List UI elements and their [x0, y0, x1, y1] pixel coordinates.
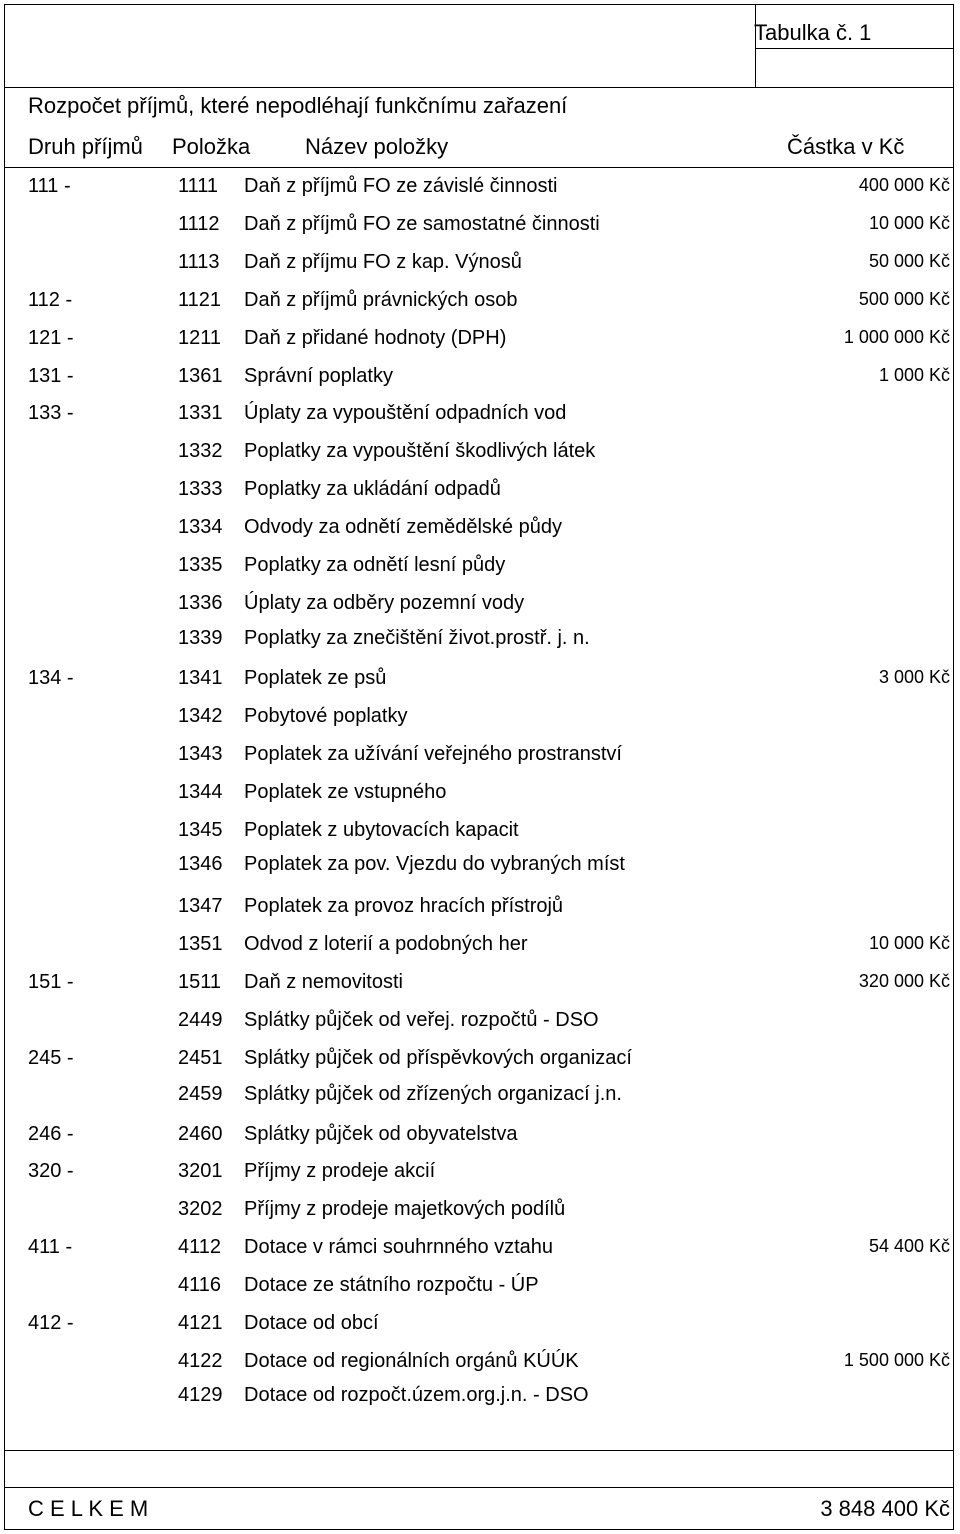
row-nazev: Splátky půjček od zřízených organizací j.n.: [244, 1083, 622, 1105]
row-druh: 320 -: [28, 1160, 74, 1182]
divider: [755, 48, 953, 49]
row-castka: 3 000 Kč: [878, 667, 950, 687]
divider: [5, 1487, 953, 1488]
row-druh: 412 -: [28, 1312, 74, 1334]
row-nazev: Odvody za odnětí zemědělské půdy: [244, 516, 562, 538]
row-castka: 10 000 Kč: [868, 933, 950, 953]
row-nazev: Splátky půjček od příspěvkových organizací: [244, 1047, 632, 1069]
row-castka: 1 000 000 Kč: [843, 327, 950, 347]
row-castka: 10 000 Kč: [868, 213, 950, 233]
row-druh: 246 -: [28, 1123, 74, 1145]
row-polozka: 1336: [178, 592, 223, 614]
row-nazev: Dotace v rámci souhrnného vztahu: [244, 1236, 554, 1258]
row-druh: 112 -: [28, 289, 73, 311]
row-castka: 54 400 Kč: [868, 1236, 950, 1256]
row-druh: 411 -: [28, 1236, 73, 1258]
row-nazev: Dotace od regionálních orgánů KÚÚK: [244, 1350, 579, 1372]
row-nazev: Poplatky za odnětí lesní půdy: [244, 554, 506, 576]
row-nazev: Poplatek za provoz hracích přístrojů: [244, 895, 564, 917]
row-nazev: Dotace ze státního rozpočtu - ÚP: [244, 1274, 539, 1296]
column-header-polozka: Položka: [172, 134, 251, 159]
row-polozka: 4129: [178, 1384, 223, 1406]
row-polozka: 1113: [178, 251, 220, 273]
row-polozka: 1345: [178, 819, 223, 841]
row-polozka: 4121: [178, 1312, 223, 1334]
row-nazev: Poplatek za pov. Vjezdu do vybraných míst: [244, 853, 625, 875]
row-nazev: Pobytové poplatky: [244, 705, 408, 727]
row-polozka: 1332: [178, 440, 223, 462]
page-title: Rozpočet příjmů, které nepodléhají funkčnímu zařazení: [28, 93, 568, 118]
row-polozka: 1344: [178, 781, 223, 803]
row-druh: 151 -: [28, 971, 74, 993]
row-nazev: Daň z příjmů FO ze samostatné činnosti: [244, 213, 600, 235]
row-druh: 133 -: [28, 402, 74, 424]
row-polozka: 2459: [178, 1083, 223, 1105]
row-nazev: Dotace od obcí: [244, 1312, 379, 1334]
divider: [5, 167, 953, 168]
row-polozka: 1334: [178, 516, 223, 538]
row-polozka: 1111: [178, 175, 219, 197]
row-polozka: 1211: [178, 327, 222, 349]
row-nazev: Poplatek z ubytovacích kapacit: [244, 819, 519, 841]
row-druh: 131 -: [28, 365, 74, 387]
row-polozka: 1339: [178, 627, 223, 649]
row-polozka: 2460: [178, 1123, 223, 1145]
row-polozka: 1121: [178, 289, 222, 311]
column-header-druh: Druh příjmů: [28, 134, 143, 159]
row-nazev: Úplaty za vypouštění odpadních vod: [244, 402, 567, 424]
row-druh: 134 -: [28, 667, 74, 689]
row-castka: 50 000 Kč: [868, 251, 950, 271]
column-header-nazev: Název položky: [305, 134, 449, 159]
row-nazev: Dotace od rozpočt.územ.org.j.n. - DSO: [244, 1384, 589, 1406]
column-divider: [755, 5, 756, 87]
divider: [5, 87, 953, 88]
row-polozka: 1331: [178, 402, 223, 424]
row-polozka: 1361: [178, 365, 223, 387]
row-polozka: 1347: [178, 895, 223, 917]
row-nazev: Daň z přidané hodnoty (DPH): [244, 327, 507, 349]
row-nazev: Daň z nemovitosti: [244, 971, 403, 993]
row-druh: 111 -: [28, 175, 71, 197]
divider: [5, 1450, 953, 1451]
row-nazev: Poplatek ze vstupného: [244, 781, 447, 803]
row-polozka: 2451: [178, 1047, 223, 1069]
row-polozka: 4112: [178, 1236, 222, 1258]
row-nazev: Příjmy z prodeje akcií: [244, 1160, 436, 1182]
row-polozka: 4116: [178, 1274, 222, 1296]
column-header-castka: Částka v Kč: [787, 134, 905, 159]
row-nazev: Splátky půjček od veřej. rozpočtů - DSO: [244, 1009, 599, 1031]
row-nazev: Poplatek za užívání veřejného prostranství: [244, 743, 622, 765]
row-polozka: 1335: [178, 554, 223, 576]
row-polozka: 1333: [178, 478, 223, 500]
row-nazev: Poplatky za vypouštění škodlivých látek: [244, 440, 596, 462]
row-polozka: 1351: [178, 933, 223, 955]
row-polozka: 1511: [178, 971, 222, 993]
table-label: Tabulka č. 1: [754, 20, 872, 45]
row-nazev: Příjmy z prodeje majetkových podílů: [244, 1198, 566, 1220]
row-nazev: Správní poplatky: [244, 365, 393, 387]
total-label: C E L K E M: [28, 1496, 149, 1521]
row-nazev: Poplatek ze psů: [244, 667, 387, 689]
row-polozka: 1112: [178, 213, 220, 235]
row-castka: 320 000 Kč: [858, 971, 950, 991]
row-nazev: Úplaty za odběry pozemní vody: [244, 592, 525, 614]
row-druh: 245 -: [28, 1047, 74, 1069]
row-polozka: 1343: [178, 743, 223, 765]
row-nazev: Odvod z loterií a podobných her: [244, 933, 528, 955]
row-nazev: Splátky půjček od obyvatelstva: [244, 1123, 518, 1145]
row-polozka: 1341: [178, 667, 223, 689]
row-nazev: Daň z příjmu FO z kap. Výnosů: [244, 251, 522, 273]
row-polozka: 3202: [178, 1198, 223, 1220]
row-nazev: Poplatky za znečištění život.prostř. j. n.: [244, 627, 590, 649]
row-castka: 400 000 Kč: [858, 175, 950, 195]
row-polozka: 1346: [178, 853, 223, 875]
row-castka: 1 000 Kč: [878, 365, 950, 385]
row-polozka: 1342: [178, 705, 223, 727]
row-polozka: 3201: [178, 1160, 223, 1182]
row-nazev: Daň z příjmů právnických osob: [244, 289, 518, 311]
total-value: 3 848 400 Kč: [820, 1496, 950, 1521]
row-castka: 500 000 Kč: [858, 289, 950, 309]
row-druh: 121 -: [28, 327, 74, 349]
row-nazev: Poplatky za ukládání odpadů: [244, 478, 501, 500]
row-polozka: 2449: [178, 1009, 223, 1031]
row-polozka: 4122: [178, 1350, 223, 1372]
row-castka: 1 500 000 Kč: [843, 1350, 950, 1370]
row-nazev: Daň z příjmů FO ze závislé činnosti: [244, 175, 558, 197]
